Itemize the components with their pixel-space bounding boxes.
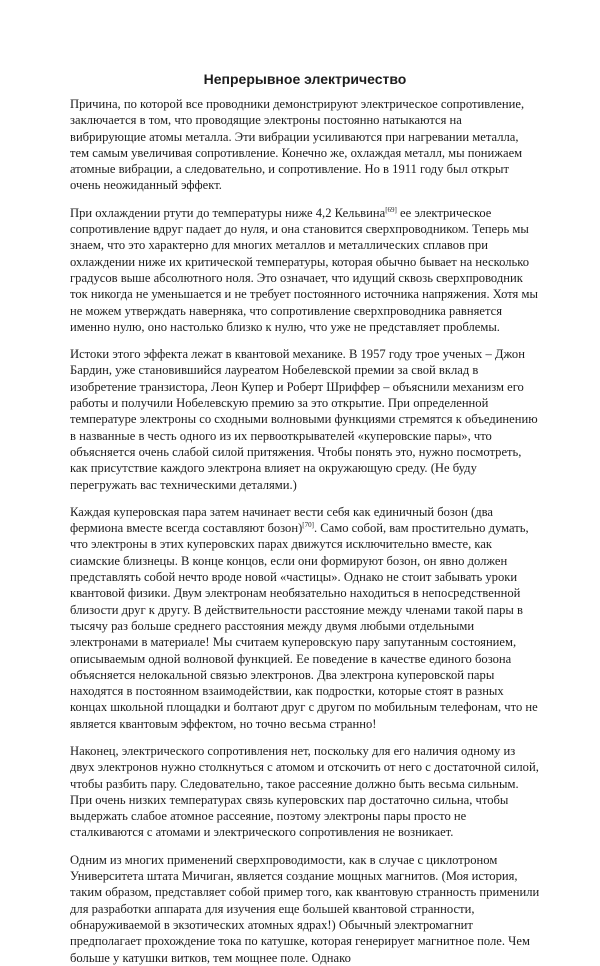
footnote-reference[interactable]: [69] [385,205,397,214]
paragraph-text: Каждая куперовская пара затем начинает вести себя как единичный бозон (два фермиона вместе всегда составляют бозон) [70,504,493,536]
paragraph [70,205,540,335]
paragraph [70,504,540,732]
paragraph: Причина, по которой все проводники демонстрируют электрическое сопротивление, заключается в том, что проводящие электроны постоянно натыкаются на вибрирующие атомы металла. Эти вибрации усиливаются при нагревании металла, тем самым увеличивая сопротивление. Конечно же, охлаждая металл, мы понижаем атомные вибрации, а следовательно, и сопротивление. Но в 1911 году был открыт очень неожиданный эффект. [70,97,525,193]
paragraph-text: При охлаждении ртути до температуры ниже 4,2 Кельвина [70,205,386,220]
footnote-reference[interactable]: [70] [302,520,314,529]
paragraph-text: . Само собой, вам простительно думать, что электроны в этих куперовских парах движутся исключительно вместе, как сиамские близнецы. В конце концов, если они формируют бозон, он явно должен представлять собой нечто вроде новой «частицы». Однако не стоит забывать уроки квантовой физики. Двум электронам необязательно находиться в непосредственной близости друг к другу. В действительности расстояние между членами такой пары в тысячу раз больше среднего расстояния между двумя любыми отдельными электронами в материале! Мы считаем куперовскую пару запутанным состоянием, описываемым одной волновой функцией. Ее поведение в качестве единого бозона объясняется нелокальной связью электронов. Два электрона куперовской пары находятся в постоянном взаимодействии, как подростки, которые стоят в разных концах школьной площадки и болтают друг с другом по мобильным телефонам, что не является квантовым эффектом, но точно весьма странно! [70,521,538,731]
page-title: Непрерывное электричество [203,71,407,87]
paragraph: Истоки этого эффекта лежат в квантовой механике. В 1957 году трое ученых – Джон Бардин, уже становившийся лауреатом Нобелевской премии за свой вклад в изобретение транзистора, Леон Купер и Роберт Шриффер – объяснили механизм его работы и получили Нобелевскую премию за это открытие. При определенной температуре электроны со сходными волновыми функциями стремятся к объединению в названные в честь одного из их первооткрывателей «куперовские пары», что объясняется очень слабой силой притяжения. Чтобы понять это, нужно посмотреть, как присутствие каждого электрона влияет на окружающую среду. (Не буду перегружать вас техническими деталями.) [70,347,538,492]
paragraph-text: ее электрическое сопротивление вдруг падает до нуля, и она становится сверхпроводником. Теперь мы знаем, что это характерно для многих металлов и металлических сплавов при охлаждении ниже их критической температуры, которая обычно бывает на несколько градусов выше абсолютного ноля. Это означает, что идущий сквозь сверхпроводник ток никогда не уменьшается и не требует постоянного источника напряжения. Хотя мы не можем утверждать наверняка, что сопротивление сверхпроводника равняется именно нулю, оно настолько близко к нулю, что уже не представляет проблемы. [70,205,538,334]
paragraph: Наконец, электрического сопротивления нет, поскольку для его наличия одному из двух электронов нужно столкнуться с атомом и отскочить от него с достаточной силой, чтобы разбить пару. Следовательно, такое рассеяние должно быть весьма сильным. При очень низких температурах связь куперовских пар достаточно сильна, чтобы выдержать слабое атомное рассеяние, поэтому электроны пары просто не сталкиваются с атомами и электрического сопротивления не возникает. [70,743,539,840]
document-page [70,70,540,966]
paragraph: Одним из многих применений сверхпроводимости, как в случае с циклотроном Университета штата Мичиган, является создание мощных магнитов. (Моя история, таким образом, представляет собой пример того, как квантовую странность применили для разработки аппарата для изучения еще большей квантовой странности, обнаруживаемой в экзотических атомных ядрах!) Обычный электромагнит предполагает прохождение тока по катушке, которая генерирует магнитное поле. Чем больше у катушки витков, тем мощнее поле. Однако [70,852,540,965]
